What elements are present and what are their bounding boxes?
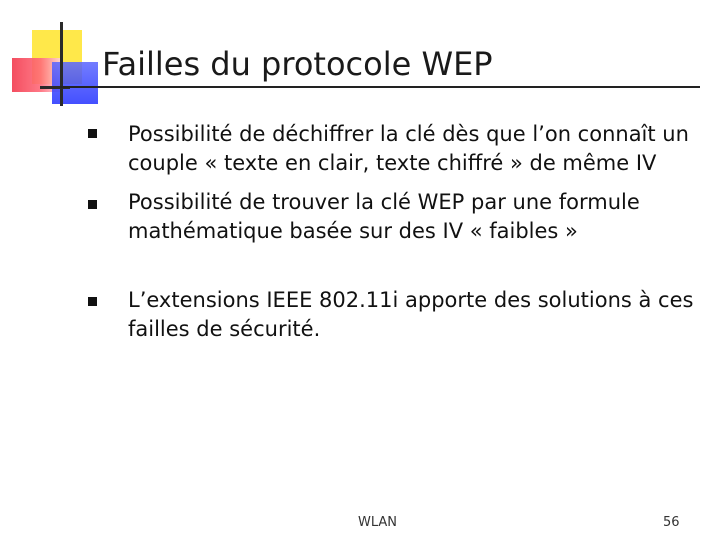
bullet-icon: [88, 200, 98, 210]
footer-label: WLAN: [358, 515, 398, 530]
title-underline: [60, 86, 700, 88]
bullet-text-3: L’extensions IEEE 802.11i apporte des solutions à ces failles de sécurité.: [128, 288, 694, 341]
decorative-blue-square: [52, 62, 98, 104]
bullet-icon: [88, 129, 98, 139]
bullet-text-2: Possibilité de trouver la clé WEP par une formule mathématique basée sur des IV « faibles »: [128, 190, 640, 243]
bullet-icon: [88, 297, 98, 307]
decorative-vertical-line: [60, 22, 63, 106]
page-number: 56: [663, 515, 680, 530]
bullet-text-1: Possibilité de déchiffrer la clé dès que l’on connaît un couple « texte en clair, texte chiffré » de même IV: [128, 122, 689, 175]
slide-title: Failles du protocole WEP: [102, 45, 493, 83]
